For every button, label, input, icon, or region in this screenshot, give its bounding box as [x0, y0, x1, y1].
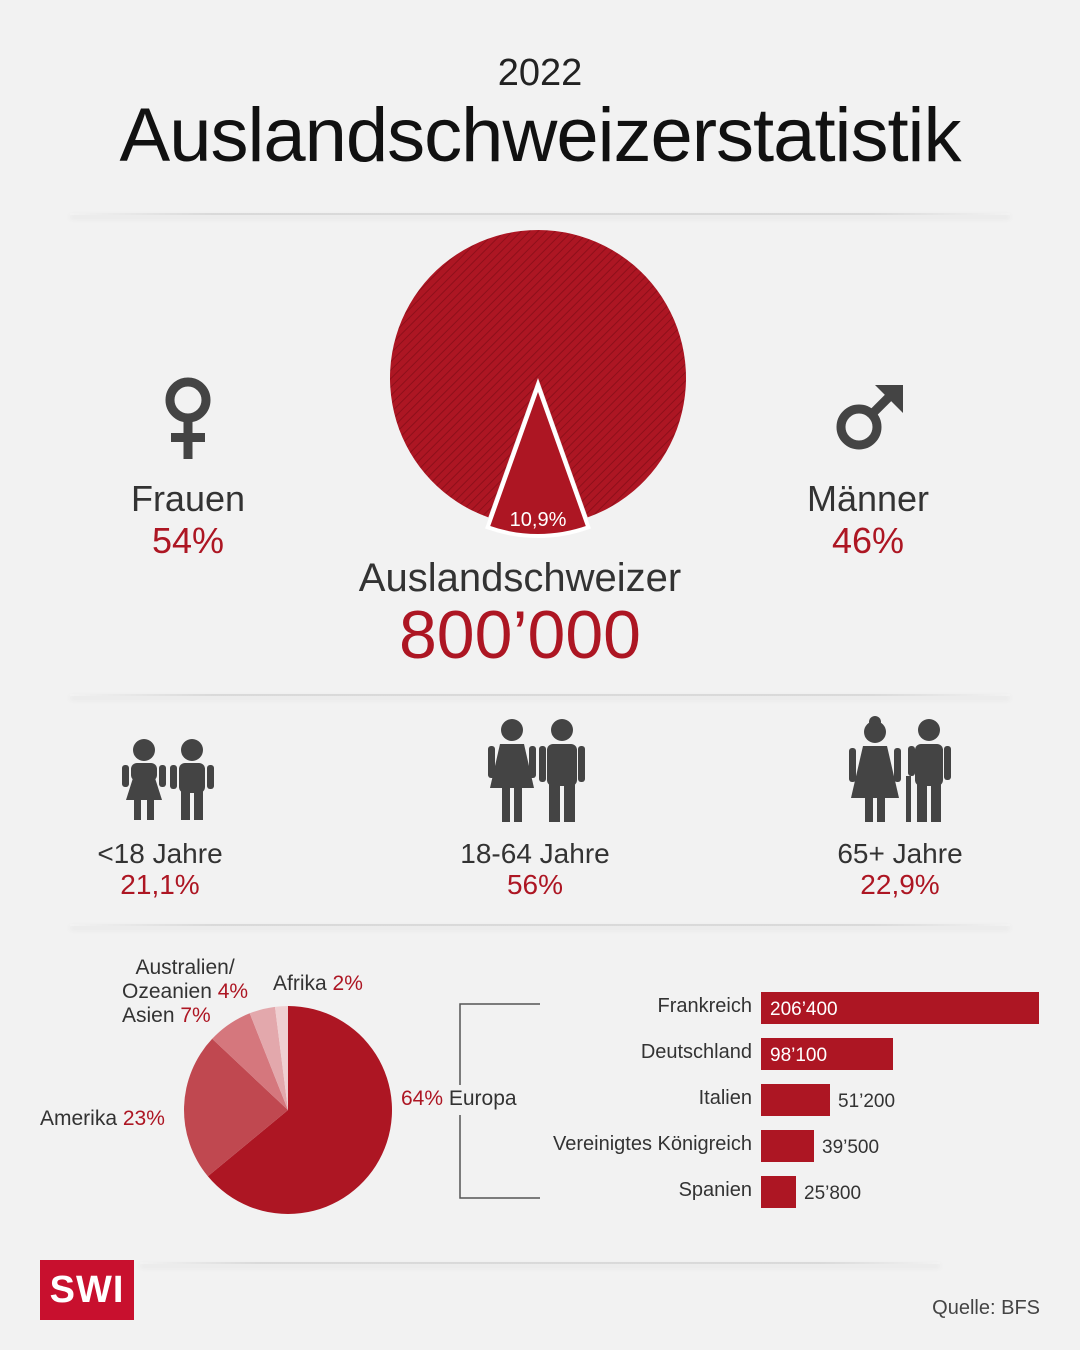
- seniors-icon: [849, 718, 953, 824]
- female-value: 54%: [151, 520, 225, 561]
- divider-middle: [70, 694, 1010, 696]
- bar-value-uk: 39’500: [822, 1137, 880, 1158]
- age-adults-label: 18-64 Jahre: [460, 838, 610, 869]
- continent-label-australien: [122, 956, 248, 1004]
- children-icon: [120, 738, 216, 822]
- australien-line2: Ozeanien: [122, 980, 212, 1003]
- male-label: Männer: [806, 478, 930, 519]
- bar-uk: [761, 1130, 814, 1162]
- swi-logo: SWI: [40, 1260, 134, 1320]
- bar-italien: [761, 1084, 830, 1116]
- continent-label-amerika: [40, 1107, 165, 1131]
- source-label: Quelle: BFS: [932, 1297, 1040, 1319]
- age-under18-value: 21,1%: [120, 869, 200, 900]
- divider-lower: [70, 924, 1010, 926]
- male-symbol-icon: [835, 383, 907, 451]
- year-label: 2022: [497, 52, 583, 94]
- country-name-deutschland: Deutschland: [640, 1041, 752, 1063]
- bar-value-spanien: 25’800: [804, 1183, 862, 1204]
- europa-label: Europa: [448, 1087, 517, 1110]
- share-pie-chart: [388, 228, 688, 558]
- continent-label-afrika: [273, 972, 363, 996]
- amerika-pct: 23%: [122, 1107, 165, 1130]
- age-adults-value: 56%: [506, 869, 564, 900]
- divider-top: [70, 213, 1010, 215]
- bar-value-frankreich: 206’400: [770, 999, 838, 1020]
- amerika-label: Amerika: [40, 1107, 118, 1130]
- continent-label-asien: [122, 1004, 211, 1028]
- afrika-pct: 2%: [332, 972, 363, 995]
- australien-pct: 4%: [217, 980, 249, 1003]
- asien-label: Asien: [122, 1004, 175, 1027]
- australien-line1: Australien/: [135, 956, 235, 979]
- afrika-label: Afrika: [273, 972, 327, 995]
- bar-value-italien: 51’200: [838, 1091, 896, 1112]
- divider-bottom: [140, 1262, 940, 1264]
- share-slice-label: 10,9%: [509, 509, 567, 531]
- country-name-frankreich: Frankreich: [657, 995, 752, 1017]
- australien-line2-wrap: [122, 980, 248, 1004]
- male-value: 46%: [831, 520, 905, 561]
- asien-pct: 7%: [180, 1004, 211, 1027]
- female-symbol-icon: [163, 375, 213, 463]
- adults-icon: [488, 718, 588, 824]
- page-title: Auslandschweizerstatistik: [119, 93, 961, 178]
- bar-spanien: [761, 1176, 796, 1208]
- age-under18-label: <18 Jahre: [97, 838, 223, 869]
- total-value: 800’000: [398, 597, 642, 673]
- total-label: Auslandschweizer: [358, 556, 682, 600]
- bar-value-deutschland: 98’100: [770, 1045, 828, 1066]
- female-label: Frauen: [130, 478, 246, 519]
- country-name-spanien: Spanien: [678, 1179, 752, 1201]
- age-seniors-label: 65+ Jahre: [837, 838, 963, 869]
- country-name-uk: Vereinigtes Königreich: [552, 1133, 752, 1155]
- age-seniors-value: 22,9%: [860, 869, 940, 900]
- europa-pct: 64%: [401, 1087, 444, 1110]
- country-name-italien: Italien: [698, 1087, 752, 1109]
